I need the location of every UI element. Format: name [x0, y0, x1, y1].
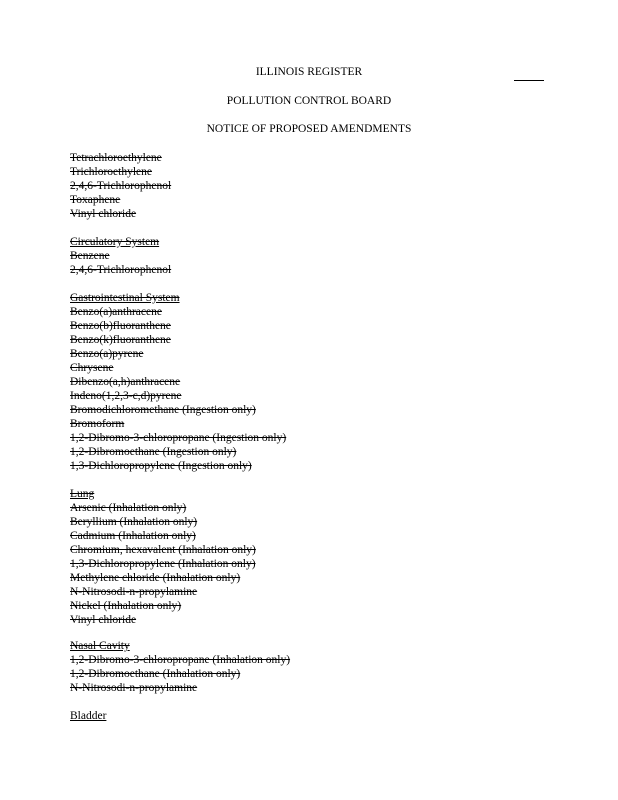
list-item: Arsenic (Inhalation only): [70, 502, 187, 514]
list-item: 2,4,6-Trichlorophenol: [70, 180, 172, 192]
list-item: 1,2-Dibromo-3-chloropropane (Ingestion only): [70, 432, 287, 444]
list-item: Vinyl chloride: [70, 614, 137, 626]
section-heading: Lung: [70, 488, 95, 500]
list-item: Tetrachloroethylene: [70, 152, 162, 164]
section-heading: Gastrointestinal System: [70, 292, 180, 304]
list-item: 1,2-Dibromoethane (Inhalation only): [70, 668, 241, 680]
list-item: Indeno(1,2,3-c,d)pyrene: [70, 390, 182, 402]
list-item: Benzene: [70, 250, 110, 262]
board-title: POLLUTION CONTROL BOARD: [226, 95, 392, 107]
list-item: 2,4,6-Trichlorophenol: [70, 264, 172, 276]
list-item: N-Nitrosodi-n-propylamine: [70, 682, 198, 694]
list-item: Benzo(b)fluoranthene: [70, 320, 171, 332]
list-item: Benzo(a)anthracene: [70, 306, 162, 318]
list-item: Benzo(k)fluoranthene: [70, 334, 171, 346]
list-item: Chromium, hexavalent (Inhalation only): [70, 544, 256, 556]
register-title: ILLINOIS REGISTER: [255, 66, 363, 78]
list-item: Vinyl chloride: [70, 208, 137, 220]
list-item: Nickel (Inhalation only): [70, 600, 182, 612]
list-item: Benzo(a)pyrene: [70, 348, 144, 360]
list-item: Cadmium (Inhalation only): [70, 530, 196, 542]
list-item: Toxaphene: [70, 194, 121, 206]
section-heading: Nasal Cavity: [70, 640, 130, 652]
notice-title: NOTICE OF PROPOSED AMENDMENTS: [206, 123, 412, 135]
list-item: Bromoform: [70, 418, 125, 430]
page-number-blank: [514, 68, 544, 81]
section-heading: Bladder: [70, 710, 107, 722]
section-heading: Circulatory System: [70, 236, 160, 248]
list-item: N-Nitrosodi-n-propylamine: [70, 586, 198, 598]
list-item: Methylene chloride (Inhalation only): [70, 572, 241, 584]
list-item: Beryllium (Inhalation only): [70, 516, 198, 528]
list-item: Bromodichloromethane (Ingestion only): [70, 404, 256, 416]
list-item: Chrysene: [70, 362, 114, 374]
list-item: 1,3-Dichloropropylene (Inhalation only): [70, 558, 256, 570]
list-item: 1,2-Dibromo-3-chloropropane (Inhalation only): [70, 654, 291, 666]
list-item: Trichloroethylene: [70, 166, 152, 178]
list-item: Dibenzo(a,h)anthracene: [70, 376, 181, 388]
list-item: 1,2-Dibromoethane (Ingestion only): [70, 446, 237, 458]
list-item: 1,3-Dichloropropylene (Ingestion only): [70, 460, 252, 472]
